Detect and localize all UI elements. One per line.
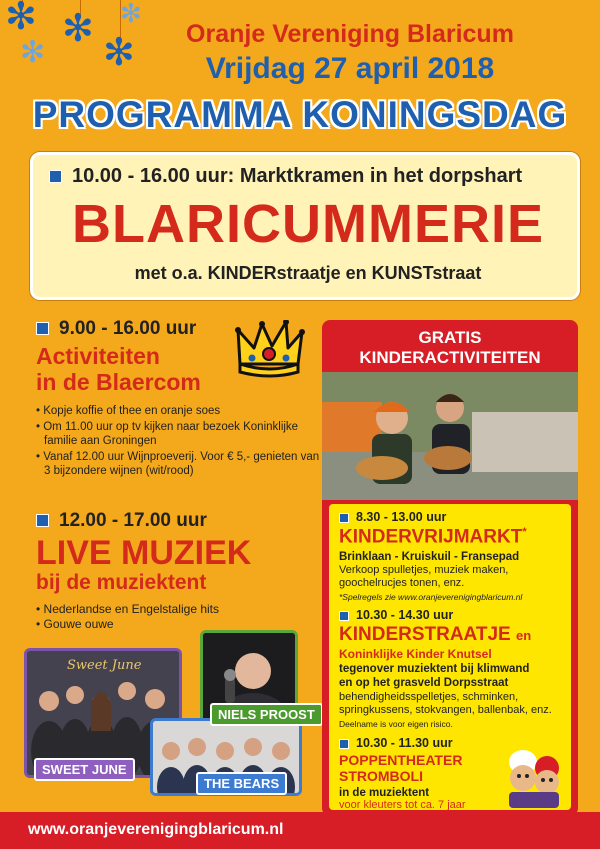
- straatje-time: [339, 608, 453, 622]
- straatje-description-line: behendigheidsspelletjes, schminken,: [339, 691, 519, 703]
- straatje-title: [339, 624, 531, 646]
- niels-proost-label: NIELS PROOST: [210, 703, 323, 726]
- activities-list: [36, 404, 326, 480]
- market-time: [49, 165, 569, 188]
- music-title: LIVE MUZIEK: [36, 534, 252, 572]
- footer-url[interactable]: www.oranjeverenigingblaricum.nl: [28, 821, 284, 838]
- straatje-description-line: springkussens, stokvangen, ballenbak, enz.: [339, 704, 552, 716]
- straatje-location: [339, 662, 529, 690]
- kids-program: [329, 504, 571, 810]
- vrijmarkt-title-text: KINDERVRIJMARKT: [339, 526, 523, 548]
- straatje-title-text: KINDERSTRAATJE: [339, 624, 511, 645]
- poppen-title-line: POPPENTHEATER: [339, 752, 463, 768]
- puppet-icon: [501, 748, 567, 808]
- poppen-time-text: 10.30 - 11.30 uur: [356, 736, 453, 750]
- activities-time-text: 9.00 - 16.00 uur: [59, 318, 197, 339]
- kids-header-line: GRATIS: [418, 328, 482, 347]
- activities-title: [36, 343, 236, 395]
- straatje-location-line: en op het grasveld Dorpsstraat: [339, 677, 509, 689]
- vrijmarkt-note: *Spelregels zie www.oranjeverenigingblaricum.nl: [339, 592, 523, 602]
- market-box: [30, 152, 580, 300]
- list-item: • Nederlandse en Engelstalige hits: [36, 602, 286, 617]
- bullet-square-icon: [36, 514, 49, 527]
- straatje-time-text: 10.30 - 14.30 uur: [356, 608, 454, 622]
- list-item: • Om 11.00 uur op tv kijken naar bezoek Koninklijke familie aan Groningen: [36, 420, 326, 448]
- activities-title-line: Activiteiten: [36, 343, 160, 369]
- bullet-square-icon: [339, 739, 349, 749]
- vrijmarkt-description-line: Verkoop spulletjes, muziek maken,: [339, 564, 509, 576]
- straatje-note: Deelname is voor eigen risico.: [339, 719, 453, 729]
- kids-photo: [322, 372, 578, 500]
- music-time: [36, 510, 207, 532]
- vrijmarkt-asterisk: *: [522, 526, 527, 538]
- music-subtitle: bij de muziektent: [36, 571, 207, 594]
- market-subtitle: met o.a. KINDERstraatje en KUNSTstraat: [134, 263, 482, 283]
- program-title: PROGRAMMA KONINGSDAG: [32, 94, 568, 135]
- straatje-title-suffix: en: [516, 628, 532, 643]
- flower-icon: ✻: [5, 0, 37, 38]
- music-time-text: 12.00 - 17.00 uur: [59, 510, 207, 531]
- poppen-location: in de muziektent: [339, 787, 430, 799]
- flower-icon: ✻: [20, 36, 46, 69]
- sweet-june-label: SWEET JUNE: [34, 758, 135, 781]
- event-date: Vrijdag 27 april 2018: [205, 52, 495, 85]
- flower-icon: ✻: [62, 8, 94, 50]
- vrijmarkt-time-text: 8.30 - 13.00 uur: [356, 510, 447, 524]
- organization-name: Oranje Vereniging Blaricum: [186, 20, 514, 48]
- poppen-title: [339, 752, 462, 784]
- market-title: BLARICUMMERIE: [72, 194, 544, 254]
- market-time-text: 10.00 - 16.00 uur: Marktkramen in het dorpshart: [72, 165, 523, 187]
- poppen-audience: voor kleuters tot ca. 7 jaar: [339, 799, 466, 811]
- bullet-square-icon: [339, 611, 349, 621]
- flower-icon: ✻: [120, 0, 142, 28]
- vrijmarkt-locations: Brinklaan - Kruiskuil - Fransepad: [339, 551, 520, 563]
- crown-icon: [234, 320, 306, 378]
- bullet-square-icon: [339, 513, 349, 523]
- list-item: • Vanaf 12.00 uur Wijnproeverij. Voor € 5,- genieten van 3 bijzondere wijnen (wit/rood): [36, 450, 326, 478]
- flower-icon: ✻: [103, 32, 135, 74]
- kids-activities-panel: [322, 320, 578, 816]
- activities-title-line: in de Blaercom: [36, 369, 201, 395]
- straatje-location-line: tegenover muziektent bij klimwand: [339, 663, 530, 675]
- poppen-title-line: STROMBOLI: [339, 768, 423, 784]
- footer: [0, 812, 600, 849]
- list-item: • Kopje koffie of thee en oranje soes: [36, 404, 326, 418]
- bullet-square-icon: [36, 322, 49, 335]
- vrijmarkt-description-line: goochelrucjes tonen, enz.: [339, 577, 465, 589]
- music-list: [36, 602, 286, 632]
- kids-header-line: KINDERACTIVITEITEN: [359, 348, 541, 367]
- vrijmarkt-description: [339, 564, 565, 590]
- straatje-description: [339, 691, 565, 717]
- kids-header: [322, 328, 578, 368]
- list-item: • Gouwe ouwe: [36, 617, 286, 632]
- vrijmarkt-title: [339, 526, 527, 548]
- vrijmarkt-time: [339, 510, 446, 524]
- poppen-time: [339, 736, 453, 750]
- bullet-square-icon: [49, 170, 62, 183]
- activities-time: [36, 318, 196, 340]
- the-bears-label: THE BEARS: [196, 772, 287, 795]
- sweet-june-logo: Sweet June: [67, 658, 142, 673]
- straatje-subtitle: Koninklijke Kinder Knutsel: [339, 647, 492, 661]
